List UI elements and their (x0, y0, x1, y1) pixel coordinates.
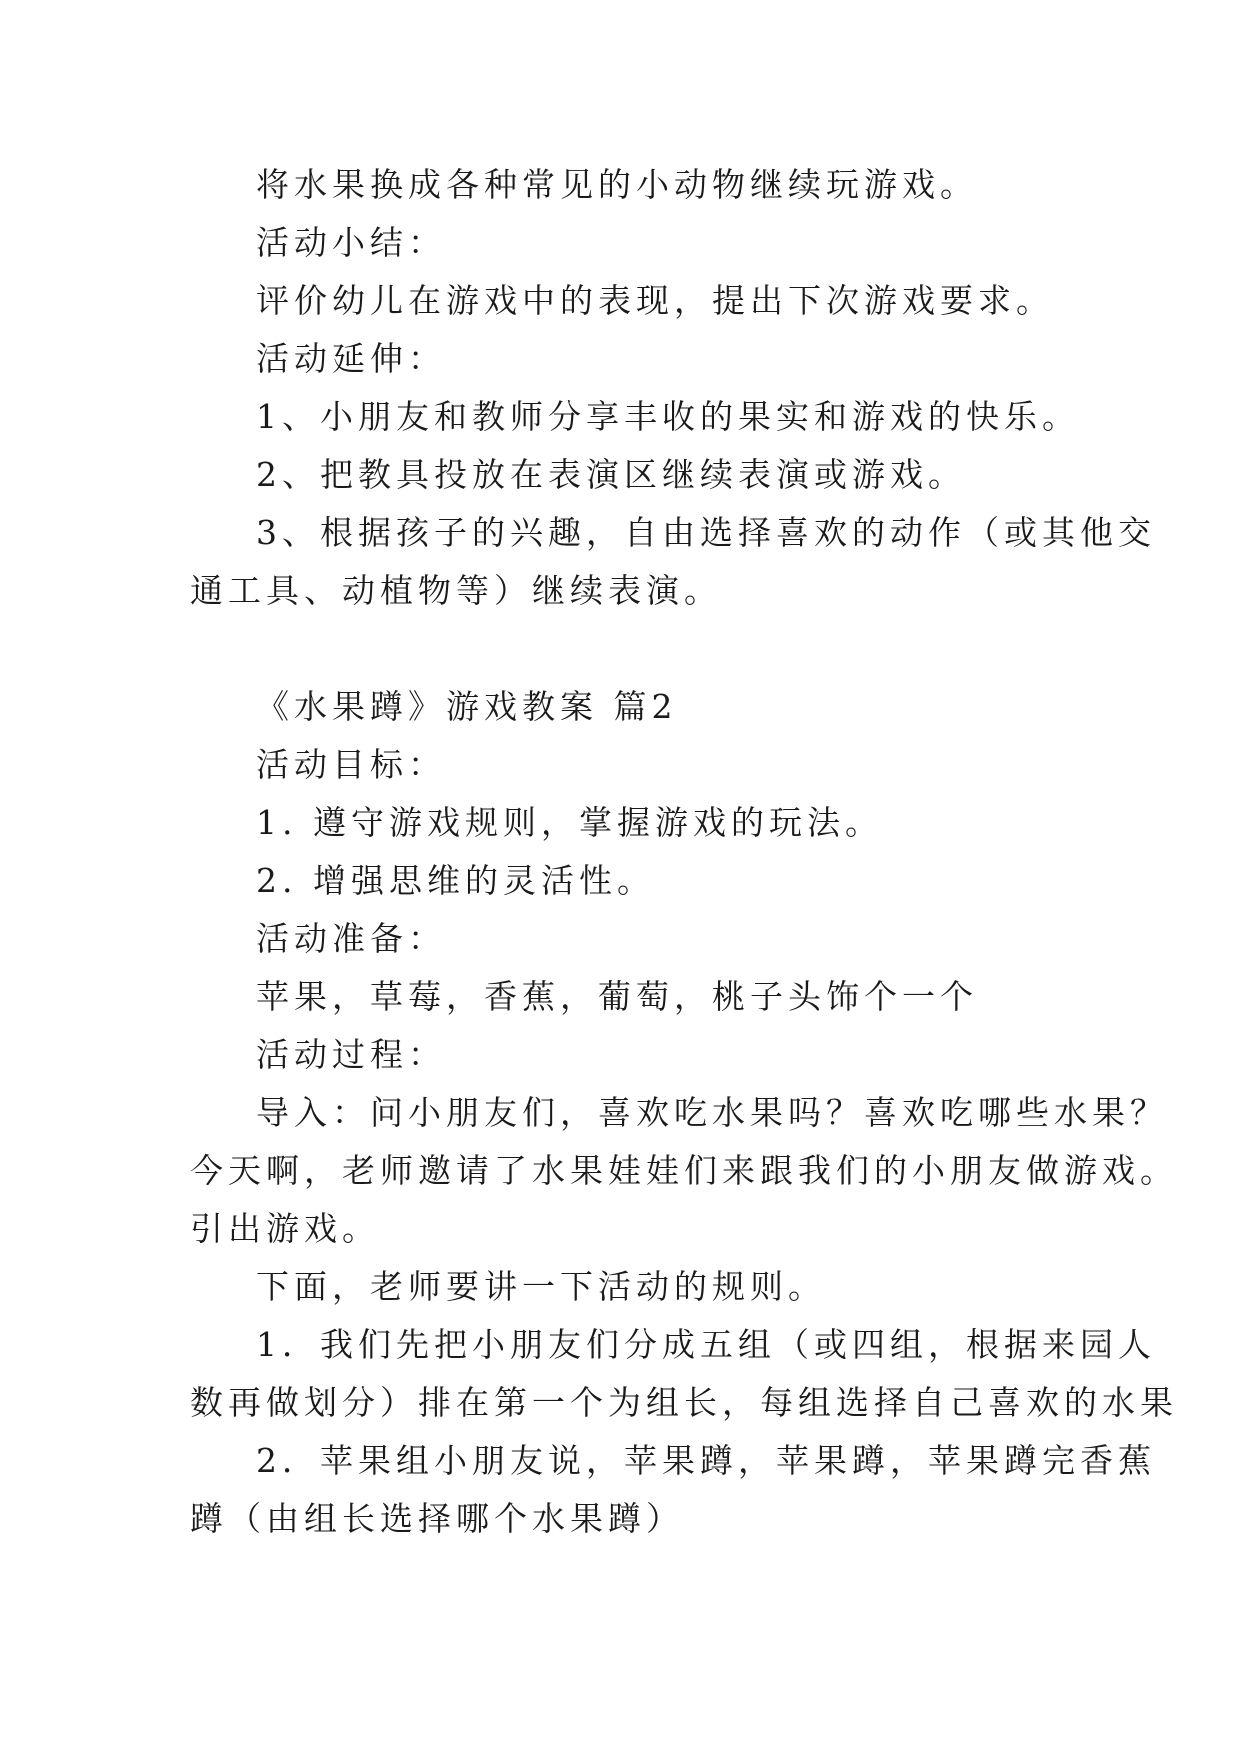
heading-activity-goals: 活动目标： (256, 745, 446, 784)
list-item-rule-2-cont: 蹲（由组长选择哪个水果蹲） (190, 1499, 684, 1538)
paragraph-evaluation: 评价幼儿在游戏中的表现，提出下次游戏要求。 (256, 281, 1054, 320)
list-item-rule-2: 2．苹果组小朋友说，苹果蹲，苹果蹲，苹果蹲完香蕉 (256, 1441, 1156, 1480)
list-item-extension-2: 2、把教具投放在表演区继续表演或游戏。 (256, 455, 966, 494)
list-item-goal-2: 2. 增强思维的灵活性。 (256, 861, 655, 900)
paragraph-rules-intro: 下面，老师要讲一下活动的规则。 (256, 1267, 826, 1306)
list-item-extension-3-cont: 通工具、动植物等）继续表演。 (190, 571, 722, 610)
list-item-rule-1: 1．我们先把小朋友们分成五组（或四组，根据来园人 (256, 1325, 1156, 1364)
heading-activity-process: 活动过程： (256, 1035, 446, 1074)
section-title-part-2: 《水果蹲》游戏教案 篇2 (256, 687, 678, 726)
paragraph-introduction-cont-1: 今天啊，老师邀请了水果娃娃们来跟我们的小朋友做游戏。 (190, 1151, 1178, 1190)
list-item-goal-1: 1. 遵守游戏规则，掌握游戏的玩法。 (256, 803, 883, 842)
heading-activity-preparation: 活动准备： (256, 919, 446, 958)
paragraph-replace-fruit: 将水果换成各种常见的小动物继续玩游戏。 (256, 165, 978, 204)
paragraph-introduction-cont-2: 引出游戏。 (190, 1209, 380, 1248)
list-item-extension-1: 1、小朋友和教师分享丰收的果实和游戏的快乐。 (256, 397, 1080, 436)
paragraph-materials: 苹果，草莓，香蕉，葡萄，桃子头饰个一个 (256, 977, 978, 1016)
heading-activity-extension: 活动延伸： (256, 339, 446, 378)
heading-activity-summary: 活动小结： (256, 223, 446, 262)
list-item-rule-1-cont: 数再做划分）排在第一个为组长，每组选择自己喜欢的水果 (190, 1383, 1178, 1422)
paragraph-introduction: 导入：问小朋友们，喜欢吃水果吗？喜欢吃哪些水果？ (256, 1093, 1168, 1132)
list-item-extension-3: 3、根据孩子的兴趣，自由选择喜欢的动作（或其他交 (256, 513, 1156, 552)
